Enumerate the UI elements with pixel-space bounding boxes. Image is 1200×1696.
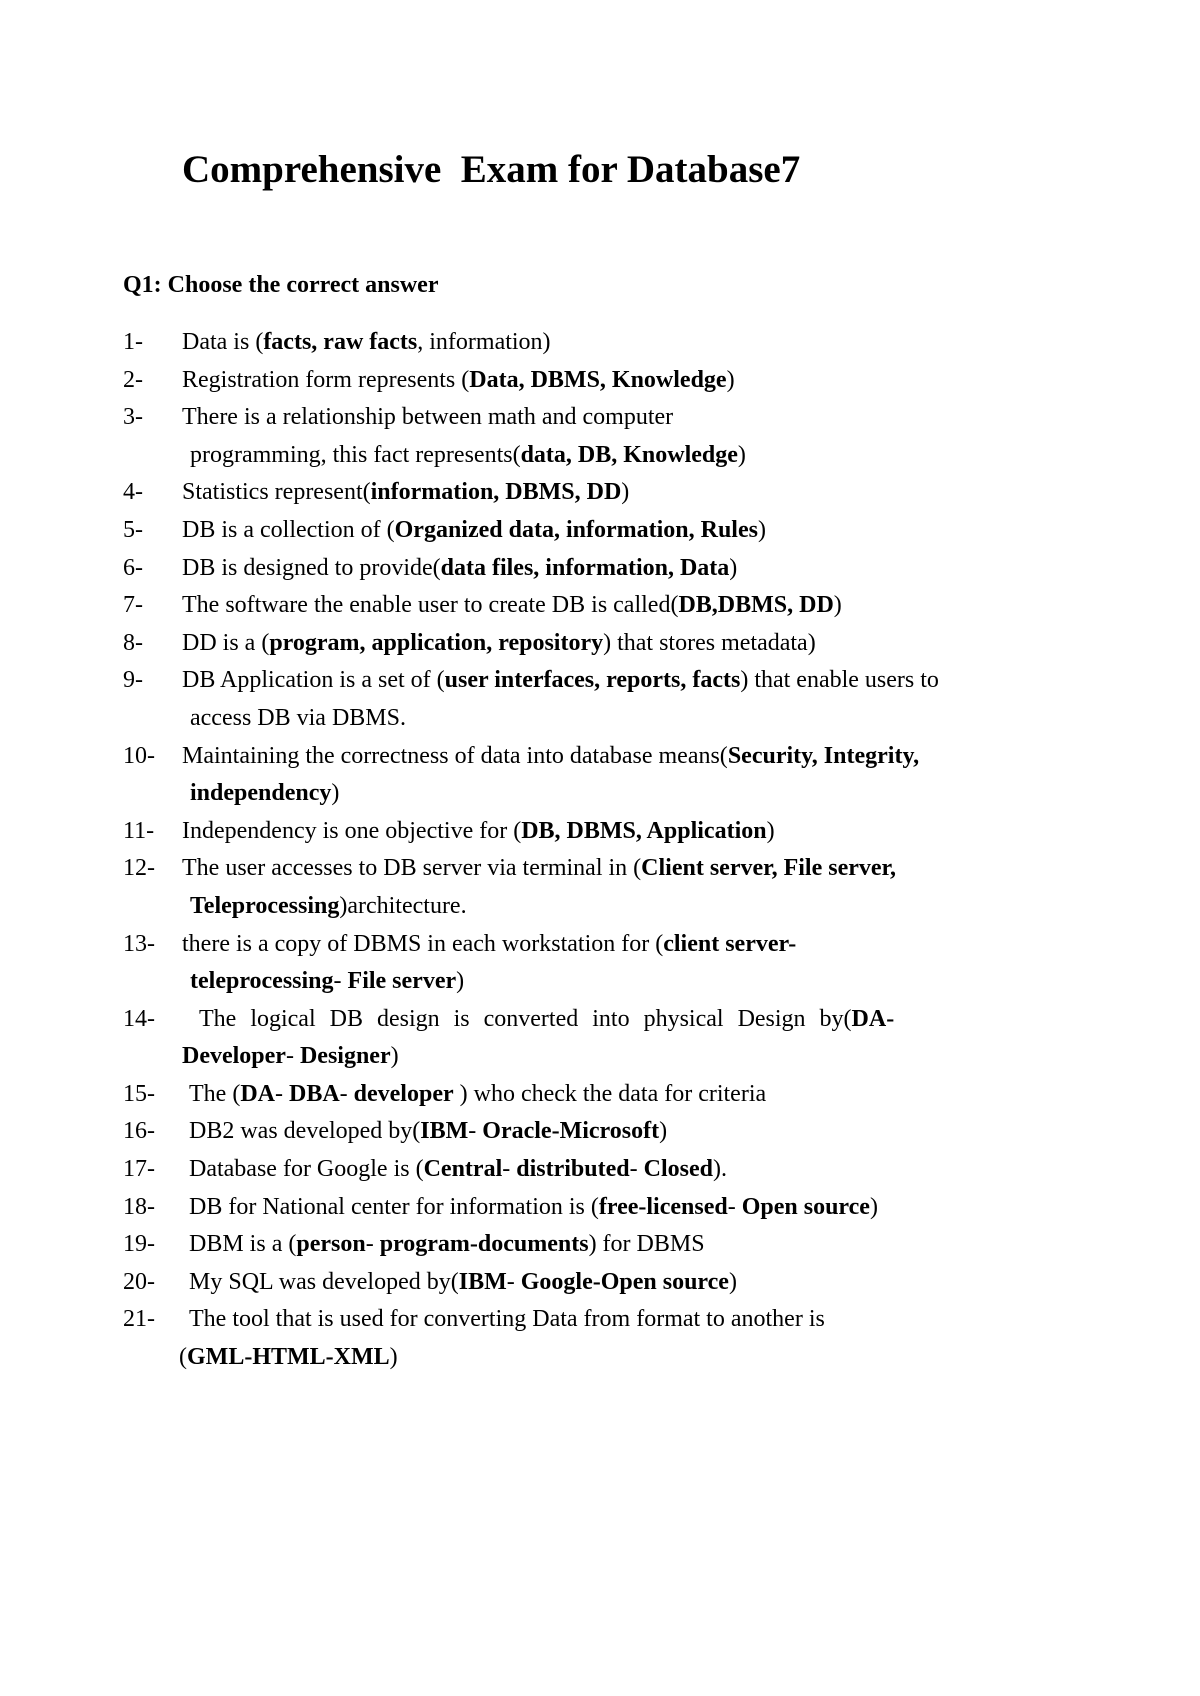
question-number: 5- [123,516,143,543]
question-number: 19- [123,1231,155,1258]
question-text-segment: ) for DBMS [588,1231,705,1258]
question-line [182,931,796,957]
question-text [182,1076,1083,1114]
answer-option-text: person [296,1231,366,1258]
question-text-segment: DD is a ( [182,629,270,656]
question-text-segment: Data is ( [182,329,264,355]
question-line [189,1306,825,1332]
question-item [123,399,1083,474]
question-line [189,1231,705,1257]
question-item [123,926,1083,1001]
question-text-segment: access DB via DBMS. [190,704,406,731]
answer-option-text: IBM [420,1118,469,1145]
question-text [182,738,1083,813]
question-line [182,667,939,693]
question-line [199,1006,894,1032]
answer-option-text: data files, information, Data [440,554,730,581]
answer-option-text: distributed [516,1156,630,1183]
question-item [123,550,1083,588]
answer-option-text: DBA [288,1080,340,1107]
question-line [182,592,842,618]
question-item [123,1151,1083,1189]
question-line [189,1081,766,1107]
question-line [182,479,629,505]
question-text [179,1301,1083,1376]
answer-option-text: teleprocessing [190,968,334,995]
answer-option-text: Teleprocessing [190,892,340,919]
question-number: 1- [123,329,143,355]
question-text-segment: DBM is a ( [189,1231,297,1258]
question-text [182,587,1083,625]
question-text-segment: There is a relationship between math and computer [182,404,674,431]
question-number: 4- [123,479,143,506]
question-text-segment: ) [729,554,738,581]
question-text-segment: ) [390,1043,399,1070]
question-text-segment: The tool that is used for converting Data from format to another is [189,1306,825,1333]
question-number: 3- [123,404,143,431]
answer-option-text: facts, raw facts [263,329,418,355]
question-line [182,818,775,844]
question-text-segment: - [365,1231,380,1258]
question-text [182,550,1083,588]
question-text [182,813,1083,851]
question-text [182,1001,1083,1076]
question-text-segment: The software the enable user to create DB is called( [182,592,679,619]
answer-option-text: developer [353,1080,454,1107]
question-text [182,1226,1083,1264]
question-number: 10- [123,742,155,769]
question-continuation-line [182,700,1083,738]
answer-option-text: IBM [458,1268,507,1295]
question-text-segment: ) that enable users to [740,667,939,694]
question-line [182,743,919,769]
question-continuation-line [182,437,1083,475]
question-continuation-line [182,963,1083,1001]
answer-option-text: free-licensed [598,1193,728,1220]
question-text-segment: My SQL was developed by( [189,1268,459,1295]
question-item [123,1113,1083,1151]
question-text-segment: ). [712,1156,727,1183]
question-text-segment: ) that stores metadata) [603,629,816,656]
question-item [123,324,1083,362]
question-text [182,1189,1083,1227]
question-text-segment: DB2 was developed by( [189,1118,421,1145]
document-title: Comprehensive Exam for Database7 [182,148,801,191]
question-continuation-line [182,1038,1083,1076]
answer-option-text: Open source [741,1193,870,1220]
question-text-segment: The user accesses to DB server via terminal in ( [182,855,642,882]
question-text-segment: ) [659,1118,668,1145]
answer-option-text: Developer [182,1043,286,1070]
question-number: 16- [123,1118,155,1145]
question-number: 17- [123,1156,155,1183]
question-item [123,850,1083,925]
answer-option-text: Oracle-Microsoft [482,1118,660,1145]
question-text-segment: - [629,1156,644,1183]
question-line [182,517,766,543]
question-item [123,738,1083,813]
question-item [123,625,1083,663]
question-text [182,399,1083,474]
question-item [123,1264,1083,1302]
question-number: 6- [123,554,143,581]
question-item [123,512,1083,550]
question-number: 11- [123,817,155,844]
question-text-segment: ) [389,1344,398,1371]
question-item [123,1001,1083,1076]
question-text-segment: DB for National center for information is ( [189,1193,599,1220]
question-text-segment: ) [726,366,735,393]
answer-option-text: Designer [299,1043,391,1070]
answer-option-text: GML-HTML-XML [187,1344,390,1371]
question-item [123,1076,1083,1114]
question-text-segment: there is a copy of DBMS in each workstation for ( [182,930,664,957]
question-line [182,367,735,393]
question-line [182,329,551,355]
question-number: 14- [123,1005,155,1032]
question-line [189,1118,667,1144]
answer-option-text: Security, Integrity, [727,742,920,769]
question-text-segment: ) [833,592,842,619]
question-text-segment: - [468,1118,483,1145]
question-text-segment: ) [728,1268,737,1295]
answer-option-text: Client server, File server, [641,855,896,882]
question-text-segment: DB is designed to provide( [182,554,441,581]
question-text-segment: ) [456,968,465,995]
question-number: 20- [123,1268,155,1295]
question-text [182,362,1083,400]
answer-option-text: DB, DBMS, Application [521,817,767,844]
question-number: 2- [123,366,143,393]
question-line [182,555,737,581]
question-line [189,1194,878,1220]
question-line [182,855,896,881]
question-text-segment: ( [179,1344,187,1371]
answer-option-text: program, application, repository [269,629,604,656]
question-text-segment: , information) [417,329,551,355]
question-text-segment: )architecture. [339,892,467,919]
question-text [182,1264,1083,1302]
question-item [123,662,1083,737]
question-continuation-line [179,1339,1083,1377]
question-text [182,474,1083,512]
question-line [189,1156,727,1182]
question-text-segment: ) [737,441,746,468]
question-text-segment: - [502,1156,517,1183]
question-text-segment: ) [766,817,775,844]
question-item [123,362,1083,400]
question-text-segment: Statistics represent( [182,479,371,506]
question-text [182,850,1083,925]
question-number: 12- [123,855,155,882]
question-text [182,324,1083,362]
answer-option-text: client server- [663,930,797,957]
question-text [182,512,1083,550]
question-number: 9- [123,667,143,694]
question-number: 15- [123,1080,155,1107]
question-text [182,662,1083,737]
question-text-segment: - [274,1080,289,1107]
question-text [182,1151,1083,1189]
question-line [189,1269,737,1295]
question-item [123,813,1083,851]
question-text-segment: DB Application is a set of ( [182,667,445,694]
question-text-segment: Maintaining the correctness of data into database means( [182,742,728,769]
question-text-segment: The logical DB design is converted into physical Design by( [199,1005,852,1032]
answer-option-text: DA- [851,1005,895,1032]
answer-option-text: user interfaces, reports, facts [444,667,741,694]
question-item [123,587,1083,625]
question-item [123,1189,1083,1227]
question-number: 8- [123,629,143,656]
question-item [123,474,1083,512]
question-text [182,625,1083,663]
question-text-segment: Registration form represents ( [182,366,470,393]
question-continuation-line [182,775,1083,813]
answer-option-text: Data, DBMS, Knowledge [469,366,727,393]
question-text-segment: programming, this fact represents( [190,441,521,468]
question-text-segment: - [339,1080,354,1107]
question-text-segment: ) who check the data for criteria [453,1080,767,1107]
question-text-segment: Independency is one objective for ( [182,817,522,844]
question-item [123,1301,1083,1376]
answer-option-text: information, DBMS, DD [370,479,622,506]
question-text-segment: Database for Google is ( [189,1156,424,1183]
question-text-segment: - [727,1193,742,1220]
answer-option-text: Organized data, information, Rules [394,516,758,543]
question-number: 21- [123,1306,155,1333]
answer-option-text: File server [347,968,457,995]
answer-option-text: DB,DBMS, DD [678,592,834,619]
question-text-segment: - [285,1043,300,1070]
question-list [123,324,1083,1377]
answer-option-text: Closed [643,1156,713,1183]
question-number: 18- [123,1193,155,1220]
question-item [123,1226,1083,1264]
question-line [182,404,673,430]
question-number: 13- [123,930,155,957]
question-text-segment: ) [621,479,630,506]
answer-option-text: program-documents [379,1231,589,1258]
question-continuation-line [182,888,1083,926]
question-text-segment: The ( [189,1080,241,1107]
answer-option-text: data, DB, Knowledge [520,441,738,468]
question-text-segment: ) [869,1193,878,1220]
answer-option-text: Central [423,1156,503,1183]
section-heading: Q1: Choose the correct answer [123,272,439,298]
question-text-segment: - [506,1268,521,1295]
answer-option-text: DA [240,1080,275,1107]
answer-option-text: independency [190,780,332,807]
question-number: 7- [123,592,143,619]
answer-option-text: Google-Open source [520,1268,729,1295]
question-text [182,926,1083,1001]
question-text-segment: ) [757,516,766,543]
question-text [182,1113,1083,1151]
question-line [182,630,816,656]
question-text-segment: DB is a collection of ( [182,516,395,543]
question-text-segment: ) [331,780,340,807]
question-text-segment: - [333,968,348,995]
